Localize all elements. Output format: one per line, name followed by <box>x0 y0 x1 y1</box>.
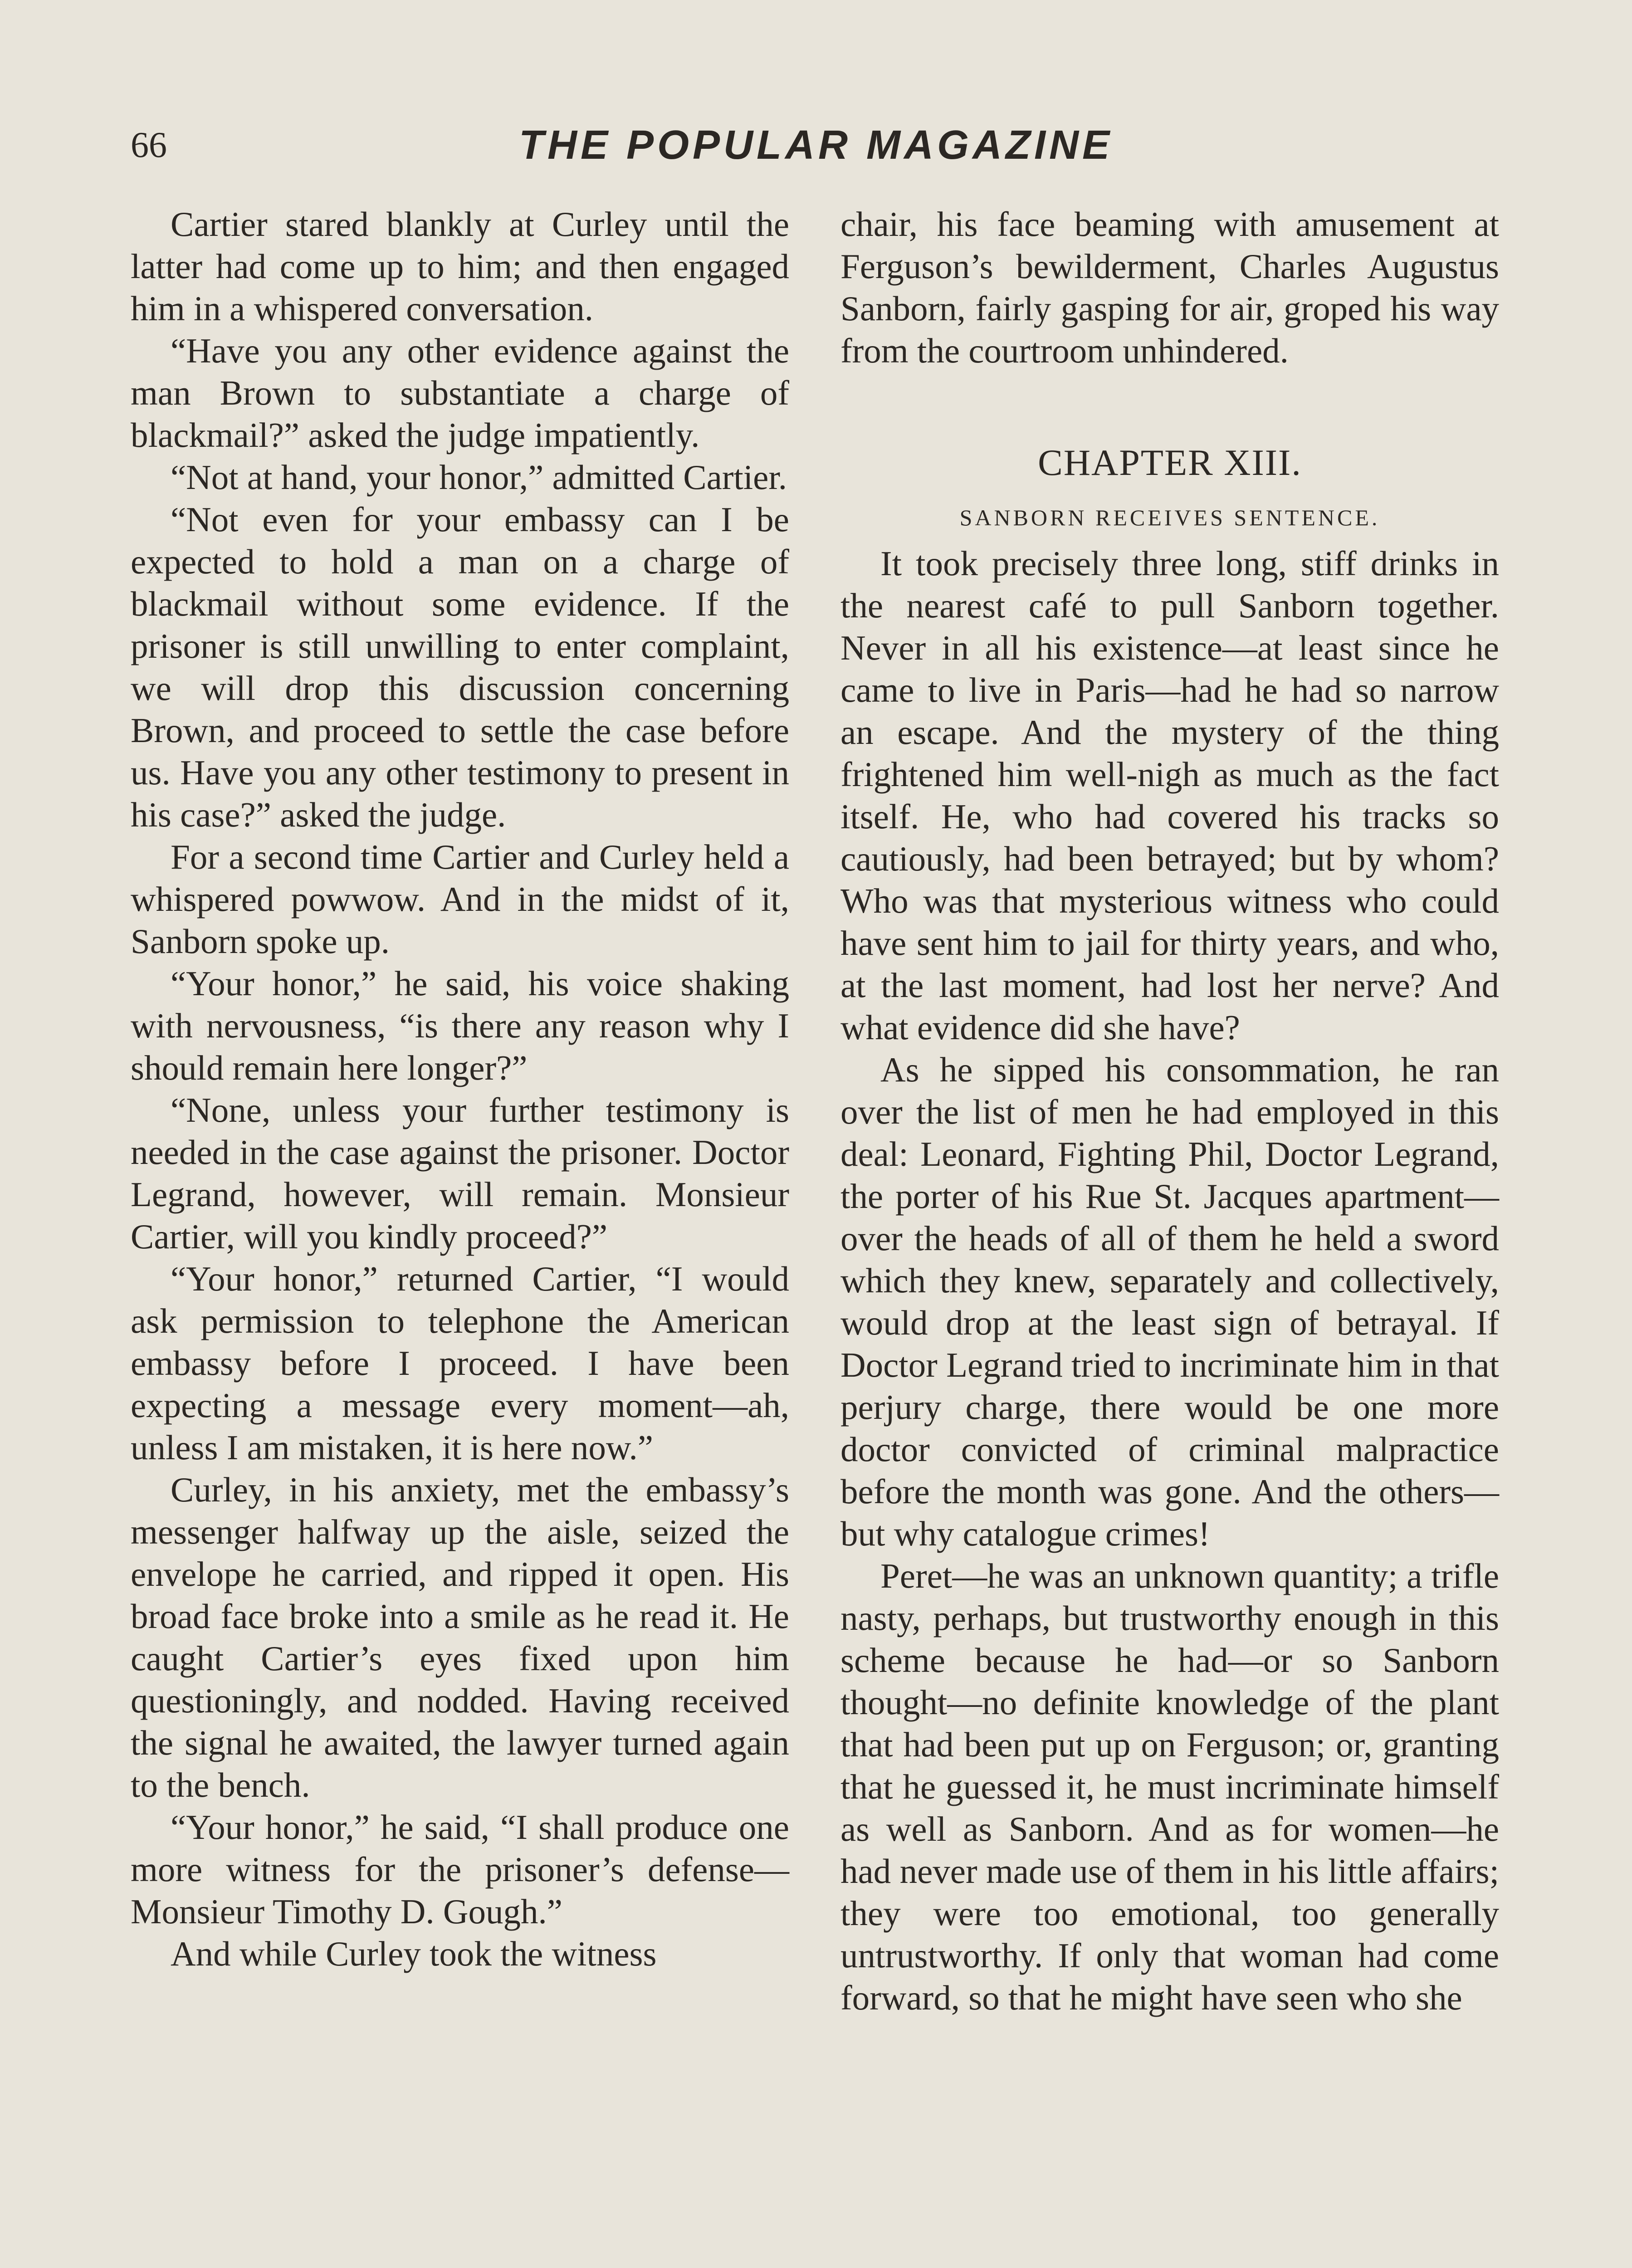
page-number: 66 <box>131 125 167 165</box>
paragraph: Cartier stared blankly at Curley until the latter had come up to him; and then engaged him in a whispered conversation. <box>131 205 789 328</box>
paragraph: “Your honor,” he said, his voice shaking with nervousness, “is there any reason why I should remain here longer?” <box>131 964 789 1087</box>
paragraph: Curley, in his anxiety, met the embassy’s messenger halfway up the aisle, seized the envelope he carried, and ripped it open. His broad face broke into a smile as he read it. He caught Cartier’s eyes fixed upon him questioningly, and nodded. Having received the signal he awaited, the lawyer turned again to the bench. <box>131 1470 789 1804</box>
right-column <box>840 203 1499 2019</box>
chapter-heading: CHAPTER XIII. <box>1038 442 1302 483</box>
paragraph: And while Curley took the witness <box>171 1934 657 1973</box>
paragraph: It took precisely three long, stiff drinks in the nearest café to pull Sanborn together. Never in all his existence—at least since he came to live in Paris—had he had so narrow an escape. And the mystery of the thing frightened him well-nigh as much as the fact itself. He, who had covered his tracks so cautiously, had been betrayed; but by whom? Who was that mysterious witness who could have sent him to jail for thirty years, and who, at the last moment, had lost her nerve? And what evidence did she have? <box>840 544 1499 1047</box>
paragraph: “Your honor,” returned Cartier, “I would ask permission to telephone the American embassy before I proceed. I have been expecting a message every moment—ah, unless I am mistaken, it is here now.” <box>131 1259 789 1467</box>
magazine-title: THE POPULAR MAGAZINE <box>518 122 1113 168</box>
chapter-subtitle: SANBORN RECEIVES SENTENCE. <box>959 505 1380 530</box>
paragraph-continued: chair, his face beaming with amusement at Ferguson’s bewilderment, Charles Augustus Sanborn, fairly gasping for air, groped his way from the courtroom unhindered. <box>840 205 1499 370</box>
paragraph: “Have you any other evidence against the man Brown to substantiate a charge of blackmail?” asked the judge impatiently. <box>131 331 789 455</box>
paragraph: “Your honor,” he said, “I shall produce one more witness for the prisoner’s defense—Monsieur Timothy D. Gough.” <box>131 1808 789 1931</box>
paragraph: “Not at hand, your honor,” admitted Cartier. <box>171 458 787 497</box>
paragraph: “None, unless your further testimony is needed in the case against the prisoner. Doctor Legrand, however, will remain. Monsieur Cartier, will you kindly proceed?” <box>131 1090 789 1256</box>
left-column <box>131 203 789 1975</box>
page-header <box>0 113 1632 177</box>
paragraph: For a second time Cartier and Curley held a whispered powwow. And in the midst of it, Sanborn spoke up. <box>131 837 789 961</box>
paragraph: As he sipped his consommation, he ran over the list of men he had employed in this deal: Leonard, Fighting Phil, Doctor Legrand, the porter of his Rue St. Jacques apartment—over the heads of all of them he held a sword which they knew, separately and collectively, would drop at the least sign of betrayal. If Doctor Legrand tried to incriminate him in that perjury charge, there would be one more doctor convicted of criminal malpractice before the month was gone. And the others—but why catalogue crimes! <box>840 1050 1499 1553</box>
paragraph: Peret—he was an unknown quantity; a trifle nasty, perhaps, but trustworthy enough in this scheme because he had—or so Sanborn thought—no definite knowledge of the plant that had been put up on Ferguson; or, granting that he guessed it, he must incriminate himself as well as Sanborn. And as for women—he had never made use of them in his little affairs; they were too emotional, too generally untrustworthy. If only that woman had come forward, so that he might have seen who she <box>840 1556 1499 2017</box>
paragraph: “Not even for your embassy can I be expected to hold a man on a charge of blackmail without some evidence. If the prisoner is still unwilling to enter complaint, we will drop this discussion concerning Brown, and proceed to settle the case before us. Have you any other testimony to present in his case?” asked the judge. <box>131 500 789 834</box>
